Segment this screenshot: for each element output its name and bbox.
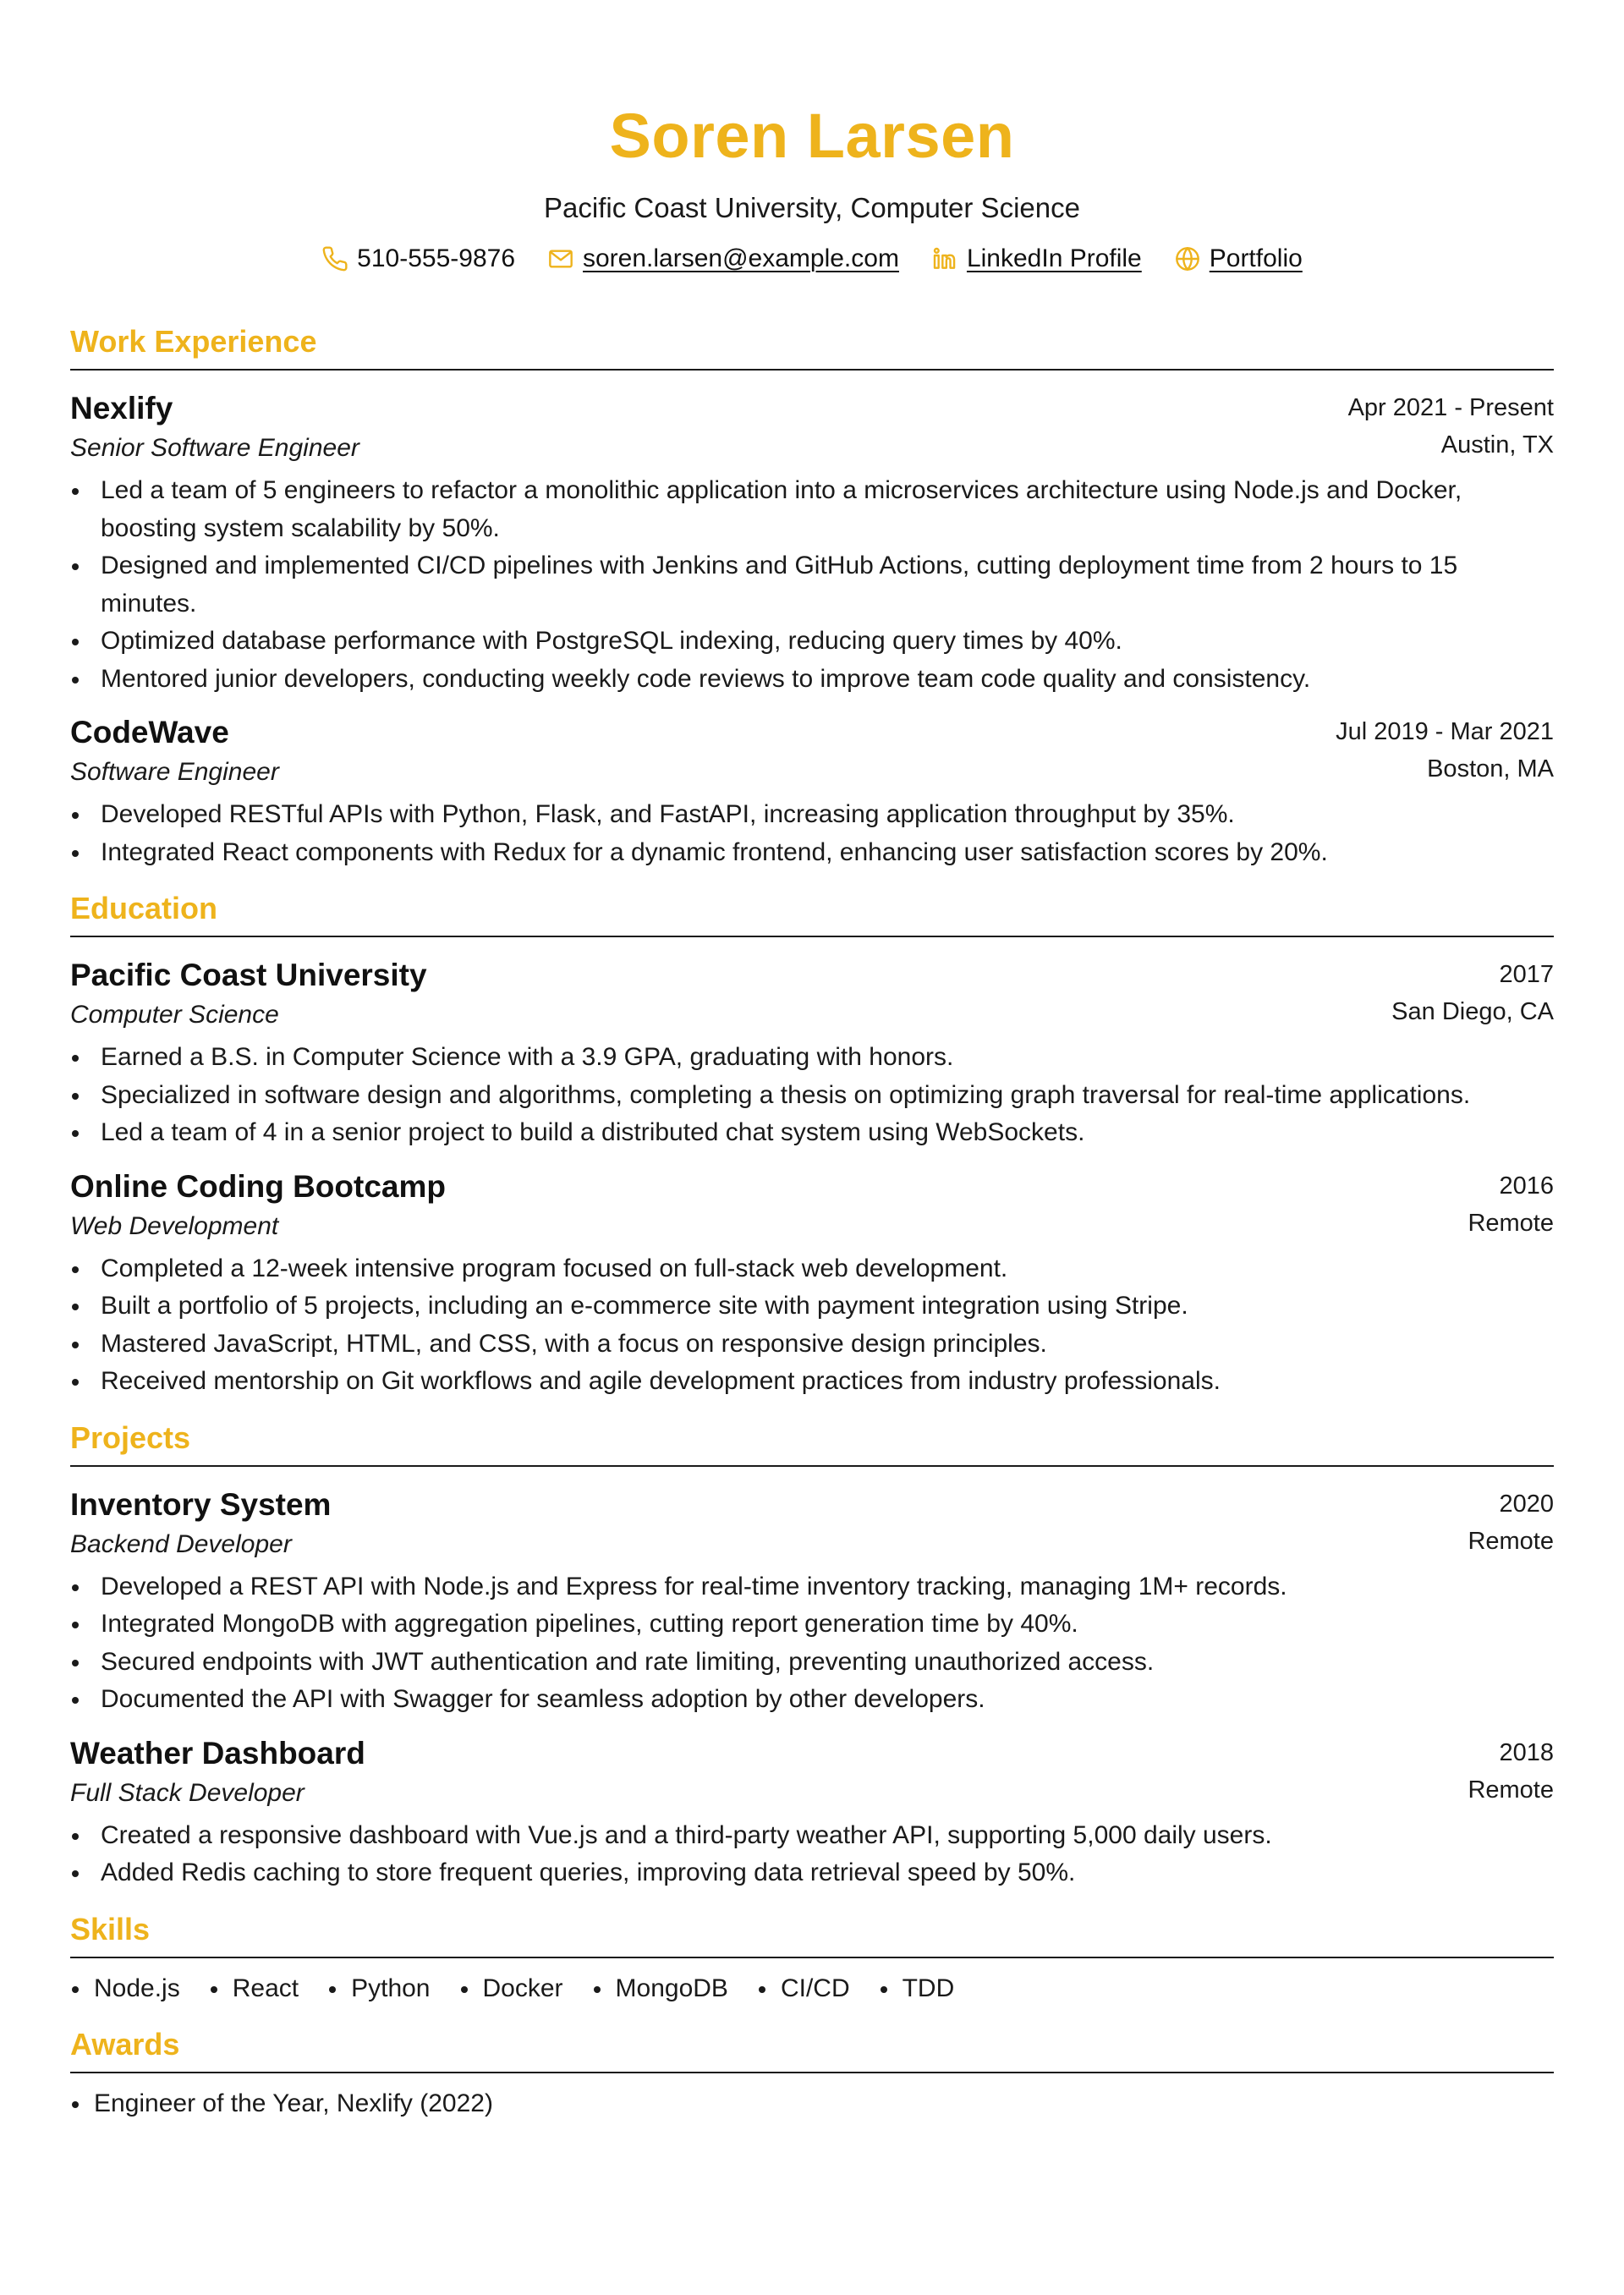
skill-item: Docker [459,1970,563,2007]
list-item: Built a portfolio of 5 projects, including an e-commerce site with payment integration using Stripe. [70,1288,1554,1326]
linkedin-icon [931,245,958,272]
list-item: Developed a REST API with Node.js and Express for real-time inventory tracking, managing 1M+ records. [70,1568,1554,1606]
skill-item: React [209,1970,299,2007]
list-item: Received mentorship on Git workflows and agile development practices from industry professionals. [70,1363,1554,1401]
phone-icon [321,245,348,272]
education-location: Remote [1468,1209,1554,1237]
project-year: 2020 [1499,1490,1554,1518]
candidate-name: Soren Larsen [609,101,1015,171]
email-link[interactable]: soren.larsen@example.com [583,244,899,272]
job-dates: Jul 2019 - Mar 2021 [1336,718,1554,745]
project-entry [70,1734,1554,1892]
list-item: Developed RESTful APIs with Python, Flask, and FastAPI, increasing application throughput by 35%. [70,796,1554,834]
education-bullets [70,1250,1554,1401]
list-item: Added Redis caching to store frequent queries, improving data retrieval speed by 50%. [70,1854,1554,1892]
globe-icon [1174,245,1201,272]
section-education [70,890,1554,1401]
contact-linkedin[interactable] [931,242,1142,276]
job-bullets [70,472,1554,698]
project-location: Remote [1468,1527,1554,1555]
education-entry [70,956,1554,1152]
skill-item: TDD [879,1970,955,2007]
job-dates: Apr 2021 - Present [1347,394,1554,421]
list-item: Secured endpoints with JWT authentication and rate limiting, preventing unauthorized access. [70,1644,1554,1682]
list-item: Earned a B.S. in Computer Science with a 3.9 GPA, graduating with honors. [70,1039,1554,1077]
project-entry [70,1485,1554,1719]
list-item: Mentored junior developers, conducting weekly code reviews to improve team code quality and consistency. [70,661,1554,699]
contact-phone [321,242,515,276]
portfolio-link[interactable]: Portfolio [1209,244,1303,272]
project-role: Full Stack Developer [70,1778,304,1807]
list-item: Led a team of 4 in a senior project to build a distributed chat system using WebSockets. [70,1114,1554,1152]
job-bullets [70,796,1554,871]
project-role: Backend Developer [70,1529,292,1558]
list-item: Integrated React components with Redux for a dynamic frontend, enhancing user satisfaction scores by 20%. [70,834,1554,872]
skill-item: MongoDB [592,1970,728,2007]
school-name: Online Coding Bootcamp [70,1168,446,1204]
skill-item: Python [327,1970,430,2007]
award-item: Engineer of the Year, Nexlify (2022) [70,2085,493,2122]
section-title-work: Work Experience [70,323,1554,371]
section-skills [70,1911,1554,2007]
section-title-awards: Awards [70,2026,1554,2073]
list-item: Documented the API with Swagger for seamless adoption by other developers. [70,1681,1554,1719]
job-location: Boston, MA [1427,755,1554,782]
field-of-study: Computer Science [70,1001,279,1029]
education-bullets [70,1039,1554,1152]
contact-email[interactable] [547,242,899,276]
linkedin-link[interactable]: LinkedIn Profile [966,244,1142,272]
skill-item: Node.js [70,1970,180,2007]
section-title-projects: Projects [70,1419,1554,1467]
project-location: Remote [1468,1776,1554,1804]
education-entry [70,1167,1554,1401]
job-title: Software Engineer [70,758,279,786]
phone-text: 510-555-9876 [357,244,515,272]
project-bullets [70,1817,1554,1892]
awards-list [70,2085,1554,2122]
education-year: 2016 [1499,1172,1554,1200]
section-awards [70,2026,1554,2122]
skills-list [70,1970,1554,2007]
contact-portfolio[interactable] [1174,242,1303,276]
section-work-experience [70,323,1554,871]
school-name: Pacific Coast University [70,958,427,992]
list-item: Mastered JavaScript, HTML, and CSS, with a focus on responsive design principles. [70,1326,1554,1364]
project-name: Weather Dashboard [70,1735,365,1771]
job-title: Senior Software Engineer [70,434,359,462]
list-item: Designed and implemented CI/CD pipelines with Jenkins and GitHub Actions, cutting deployment time from 2 hours to 15 minutes. [70,547,1554,623]
mail-icon [547,245,574,272]
skill-item: CI/CD [757,1970,850,2007]
list-item: Optimized database performance with PostgreSQL indexing, reducing query times by 40%. [70,623,1554,661]
project-bullets [70,1568,1554,1719]
section-projects [70,1419,1554,1892]
list-item: Led a team of 5 engineers to refactor a monolithic application into a microservices architecture using Node.js and Docker, boosting system scalability by 50%. [70,472,1554,547]
education-year: 2017 [1499,961,1554,988]
list-item: Created a responsive dashboard with Vue.js and a third-party weather API, supporting 5,000 daily users. [70,1817,1554,1855]
section-title-education: Education [70,890,1554,937]
job-location: Austin, TX [1440,431,1554,458]
resume-header [70,0,1554,276]
list-item: Integrated MongoDB with aggregation pipelines, cutting report generation time by 40%. [70,1606,1554,1644]
section-title-skills: Skills [70,1911,1554,1958]
project-name: Inventory System [70,1486,332,1522]
list-item: Specialized in software design and algorithms, completing a thesis on optimizing graph traversal for real-time applications. [70,1077,1554,1115]
education-location: San Diego, CA [1391,998,1554,1025]
list-item: Completed a 12-week intensive program focused on full-stack web development. [70,1250,1554,1288]
project-year: 2018 [1499,1738,1554,1766]
work-entry [70,389,1554,698]
work-entry [70,713,1554,871]
contact-row [70,242,1554,276]
company-name: CodeWave [70,715,229,749]
company-name: Nexlify [70,391,173,426]
field-of-study: Web Development [70,1211,279,1240]
candidate-subtitle: Pacific Coast University, Computer Science [544,192,1080,223]
